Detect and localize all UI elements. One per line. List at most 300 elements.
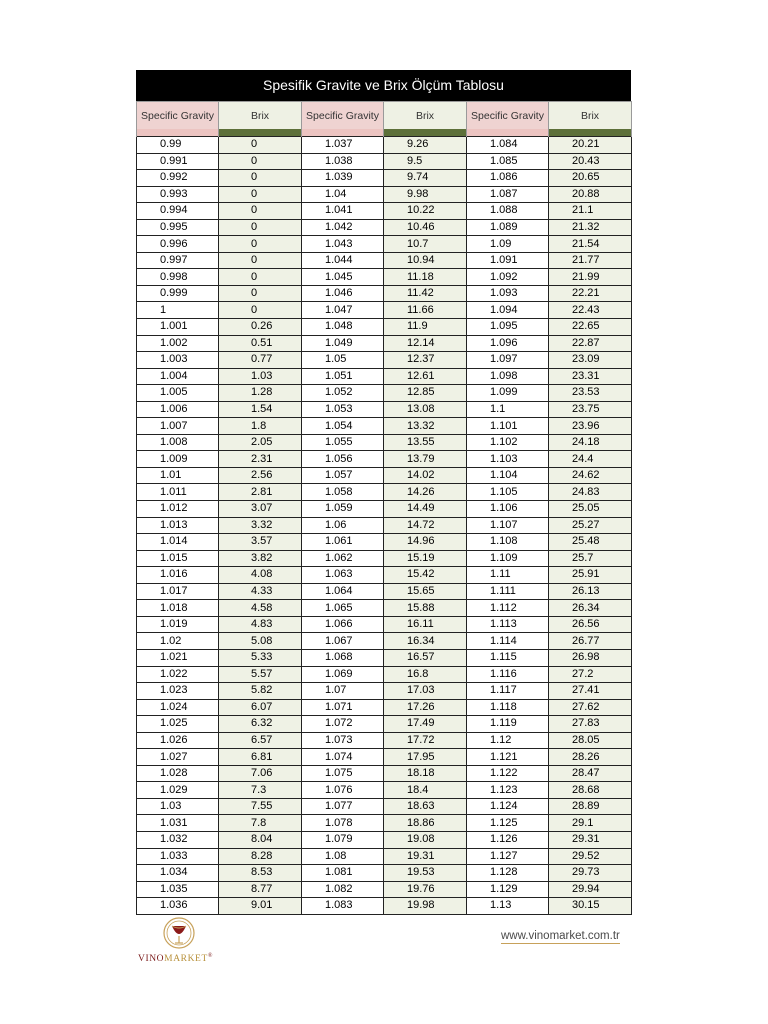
brix-cell: 9.5 — [384, 153, 467, 170]
brix-cell: 29.73 — [549, 865, 632, 882]
table-row — [137, 153, 632, 170]
brix-cell: 17.49 — [384, 716, 467, 733]
specific-gravity-cell: 0.998 — [137, 269, 219, 286]
specific-gravity-cell: 1.026 — [137, 732, 219, 749]
brix-cell: 28.05 — [549, 732, 632, 749]
vinomarket-logo — [136, 916, 226, 966]
brix-cell: 0.51 — [219, 335, 302, 352]
brix-cell: 7.3 — [219, 782, 302, 799]
brix-cell: 10.94 — [384, 252, 467, 269]
specific-gravity-cell: 1.058 — [302, 484, 384, 501]
specific-gravity-cell: 0.999 — [137, 285, 219, 302]
brix-cell: 6.32 — [219, 716, 302, 733]
brix-cell: 9.26 — [384, 137, 467, 154]
brix-cell: 27.41 — [549, 683, 632, 700]
brix-cell: 11.42 — [384, 285, 467, 302]
table-row — [137, 186, 632, 203]
specific-gravity-cell: 1.088 — [467, 203, 549, 220]
brix-cell: 21.54 — [549, 236, 632, 253]
table-row — [137, 683, 632, 700]
brix-cell: 18.18 — [384, 765, 467, 782]
table-row — [137, 534, 632, 551]
specific-gravity-cell: 1.113 — [467, 616, 549, 633]
table-row — [137, 898, 632, 915]
brix-cell: 20.21 — [549, 137, 632, 154]
specific-gravity-cell: 1.05 — [302, 352, 384, 369]
specific-gravity-cell: 1.08 — [302, 848, 384, 865]
specific-gravity-cell: 1.017 — [137, 583, 219, 600]
specific-gravity-cell: 1.049 — [302, 335, 384, 352]
brix-strip — [549, 129, 632, 137]
specific-gravity-cell: 1.051 — [302, 368, 384, 385]
table-row — [137, 749, 632, 766]
brix-cell: 16.11 — [384, 616, 467, 633]
brix-cell: 26.77 — [549, 633, 632, 650]
brix-cell: 5.08 — [219, 633, 302, 650]
brix-cell: 15.88 — [384, 600, 467, 617]
table-row — [137, 831, 632, 848]
table-row — [137, 170, 632, 187]
table-row — [137, 815, 632, 832]
brix-cell: 28.68 — [549, 782, 632, 799]
table-row — [137, 319, 632, 336]
brix-cell: 2.56 — [219, 467, 302, 484]
brix-cell: 21.99 — [549, 269, 632, 286]
specific-gravity-cell: 1.104 — [467, 467, 549, 484]
brix-cell: 17.03 — [384, 683, 467, 700]
table-row — [137, 269, 632, 286]
specific-gravity-cell: 1.062 — [302, 550, 384, 567]
gravity-brix-table — [136, 101, 632, 915]
specific-gravity-cell: 1.092 — [467, 269, 549, 286]
brix-cell: 25.27 — [549, 517, 632, 534]
specific-gravity-cell: 1.022 — [137, 666, 219, 683]
table-row — [137, 567, 632, 584]
specific-gravity-cell: 0.991 — [137, 153, 219, 170]
specific-gravity-cell: 1.115 — [467, 649, 549, 666]
brix-cell: 26.56 — [549, 616, 632, 633]
specific-gravity-cell: 1.029 — [137, 782, 219, 799]
brix-cell: 7.55 — [219, 798, 302, 815]
specific-gravity-cell: 1.101 — [467, 418, 549, 435]
table-row — [137, 798, 632, 815]
table-body — [137, 137, 632, 915]
specific-gravity-cell: 1.12 — [467, 732, 549, 749]
specific-gravity-cell: 1.019 — [137, 616, 219, 633]
specific-gravity-cell: 1.112 — [467, 600, 549, 617]
brix-cell: 25.05 — [549, 501, 632, 518]
brix-cell: 28.47 — [549, 765, 632, 782]
header-brix-2: Brix — [384, 102, 467, 130]
table-row — [137, 865, 632, 882]
brix-cell: 13.79 — [384, 451, 467, 468]
table-row — [137, 517, 632, 534]
brix-cell: 22.43 — [549, 302, 632, 319]
specific-gravity-cell: 1.003 — [137, 352, 219, 369]
specific-gravity-cell: 1.005 — [137, 385, 219, 402]
brix-cell: 14.49 — [384, 501, 467, 518]
table-row — [137, 385, 632, 402]
specific-gravity-cell: 1.11 — [467, 567, 549, 584]
wine-glass-icon — [162, 916, 196, 955]
brix-cell: 29.1 — [549, 815, 632, 832]
specific-gravity-cell: 1.129 — [467, 881, 549, 898]
specific-gravity-cell: 1.006 — [137, 401, 219, 418]
specific-gravity-cell: 1.075 — [302, 765, 384, 782]
header-row — [137, 102, 632, 130]
specific-gravity-cell: 1.079 — [302, 831, 384, 848]
specific-gravity-cell: 1.117 — [467, 683, 549, 700]
specific-gravity-cell: 1.114 — [467, 633, 549, 650]
specific-gravity-cell: 1.046 — [302, 285, 384, 302]
logo-wordmark: VINOMARKET® — [138, 953, 214, 965]
brix-cell: 15.42 — [384, 567, 467, 584]
brix-cell: 9.74 — [384, 170, 467, 187]
brix-cell: 2.81 — [219, 484, 302, 501]
table-row — [137, 633, 632, 650]
brix-cell: 11.18 — [384, 269, 467, 286]
brix-cell: 22.87 — [549, 335, 632, 352]
specific-gravity-cell: 1.004 — [137, 368, 219, 385]
specific-gravity-cell: 1.054 — [302, 418, 384, 435]
specific-gravity-cell: 1.122 — [467, 765, 549, 782]
brix-cell: 16.8 — [384, 666, 467, 683]
specific-gravity-cell: 1.035 — [137, 881, 219, 898]
brix-cell: 6.07 — [219, 699, 302, 716]
specific-gravity-cell: 1.014 — [137, 534, 219, 551]
brix-cell: 18.4 — [384, 782, 467, 799]
brix-cell: 29.94 — [549, 881, 632, 898]
header-brix-3: Brix — [549, 102, 632, 130]
brix-cell: 3.57 — [219, 534, 302, 551]
specific-gravity-cell: 1.126 — [467, 831, 549, 848]
specific-gravity-cell: 0.992 — [137, 170, 219, 187]
brix-cell: 22.65 — [549, 319, 632, 336]
table-row — [137, 699, 632, 716]
specific-gravity-cell: 1.102 — [467, 434, 549, 451]
brix-cell: 16.57 — [384, 649, 467, 666]
specific-gravity-cell: 1.045 — [302, 269, 384, 286]
table-row — [137, 501, 632, 518]
brix-cell: 20.88 — [549, 186, 632, 203]
brix-cell: 13.55 — [384, 434, 467, 451]
specific-gravity-cell: 1.059 — [302, 501, 384, 518]
brix-cell: 23.31 — [549, 368, 632, 385]
specific-gravity-cell: 1.007 — [137, 418, 219, 435]
brix-cell: 15.65 — [384, 583, 467, 600]
brix-cell: 14.26 — [384, 484, 467, 501]
table-row — [137, 285, 632, 302]
brix-cell: 17.95 — [384, 749, 467, 766]
specific-gravity-cell: 1.044 — [302, 252, 384, 269]
specific-gravity-cell: 1.1 — [467, 401, 549, 418]
brix-cell: 0 — [219, 302, 302, 319]
table-row — [137, 137, 632, 154]
specific-gravity-cell: 1.057 — [302, 467, 384, 484]
specific-gravity-cell: 1.118 — [467, 699, 549, 716]
specific-gravity-cell: 1.009 — [137, 451, 219, 468]
brix-cell: 14.02 — [384, 467, 467, 484]
brix-cell: 0 — [219, 236, 302, 253]
specific-gravity-cell: 1.124 — [467, 798, 549, 815]
sg-strip — [137, 129, 219, 137]
brix-cell: 12.85 — [384, 385, 467, 402]
specific-gravity-cell: 1.052 — [302, 385, 384, 402]
specific-gravity-cell: 1.108 — [467, 534, 549, 551]
brix-cell: 26.98 — [549, 649, 632, 666]
brix-cell: 10.46 — [384, 219, 467, 236]
brix-cell: 0 — [219, 153, 302, 170]
brix-cell: 0 — [219, 186, 302, 203]
specific-gravity-cell: 1.094 — [467, 302, 549, 319]
table-row — [137, 716, 632, 733]
table-row — [137, 203, 632, 220]
brix-cell: 5.57 — [219, 666, 302, 683]
brix-cell: 27.2 — [549, 666, 632, 683]
brix-cell: 29.52 — [549, 848, 632, 865]
brix-cell: 1.54 — [219, 401, 302, 418]
specific-gravity-cell: 1.077 — [302, 798, 384, 815]
specific-gravity-cell: 1.056 — [302, 451, 384, 468]
brix-cell: 19.53 — [384, 865, 467, 882]
brix-cell: 3.07 — [219, 501, 302, 518]
table-row — [137, 583, 632, 600]
brix-cell: 21.32 — [549, 219, 632, 236]
brix-cell: 23.96 — [549, 418, 632, 435]
specific-gravity-cell: 1.064 — [302, 583, 384, 600]
table-row — [137, 219, 632, 236]
table-row — [137, 600, 632, 617]
specific-gravity-cell: 0.994 — [137, 203, 219, 220]
specific-gravity-cell: 1.13 — [467, 898, 549, 915]
specific-gravity-cell: 1.073 — [302, 732, 384, 749]
specific-gravity-cell: 1.121 — [467, 749, 549, 766]
brix-cell: 12.14 — [384, 335, 467, 352]
table-row — [137, 434, 632, 451]
specific-gravity-cell: 1.105 — [467, 484, 549, 501]
table-row — [137, 368, 632, 385]
specific-gravity-cell: 1.111 — [467, 583, 549, 600]
brix-cell: 30.15 — [549, 898, 632, 915]
brix-cell: 3.82 — [219, 550, 302, 567]
specific-gravity-cell: 1.016 — [137, 567, 219, 584]
brix-cell: 14.72 — [384, 517, 467, 534]
brix-cell: 19.08 — [384, 831, 467, 848]
brix-cell: 27.62 — [549, 699, 632, 716]
brix-cell: 27.83 — [549, 716, 632, 733]
specific-gravity-cell: 1.008 — [137, 434, 219, 451]
brix-cell: 20.43 — [549, 153, 632, 170]
brix-cell: 9.98 — [384, 186, 467, 203]
sg-strip — [302, 129, 384, 137]
specific-gravity-cell: 1.041 — [302, 203, 384, 220]
table-row — [137, 335, 632, 352]
specific-gravity-cell: 1.071 — [302, 699, 384, 716]
brix-cell: 13.32 — [384, 418, 467, 435]
brix-cell: 18.63 — [384, 798, 467, 815]
specific-gravity-cell: 1.076 — [302, 782, 384, 799]
specific-gravity-cell: 1.027 — [137, 749, 219, 766]
specific-gravity-cell: 1.098 — [467, 368, 549, 385]
header-specific-gravity-3: Specific Gravity — [467, 102, 549, 130]
brix-cell: 3.32 — [219, 517, 302, 534]
brix-cell: 24.4 — [549, 451, 632, 468]
specific-gravity-cell: 1.024 — [137, 699, 219, 716]
specific-gravity-cell: 1.013 — [137, 517, 219, 534]
table-row — [137, 649, 632, 666]
brix-cell: 4.08 — [219, 567, 302, 584]
brix-cell: 7.8 — [219, 815, 302, 832]
brix-cell: 0.26 — [219, 319, 302, 336]
specific-gravity-cell: 1.125 — [467, 815, 549, 832]
brix-cell: 12.37 — [384, 352, 467, 369]
table-row — [137, 550, 632, 567]
brix-cell: 0 — [219, 219, 302, 236]
specific-gravity-cell: 1.065 — [302, 600, 384, 617]
brix-cell: 1.8 — [219, 418, 302, 435]
brix-cell: 14.96 — [384, 534, 467, 551]
specific-gravity-cell: 0.995 — [137, 219, 219, 236]
table-row — [137, 484, 632, 501]
specific-gravity-cell: 1.096 — [467, 335, 549, 352]
specific-gravity-cell: 1.028 — [137, 765, 219, 782]
brix-cell: 0 — [219, 203, 302, 220]
brix-cell: 21.1 — [549, 203, 632, 220]
brix-cell: 23.75 — [549, 401, 632, 418]
specific-gravity-cell: 1.072 — [302, 716, 384, 733]
sg-strip — [467, 129, 549, 137]
brix-cell: 21.77 — [549, 252, 632, 269]
brix-cell: 4.33 — [219, 583, 302, 600]
specific-gravity-cell: 1.078 — [302, 815, 384, 832]
brix-cell: 26.34 — [549, 600, 632, 617]
table-row — [137, 848, 632, 865]
brix-cell: 10.7 — [384, 236, 467, 253]
specific-gravity-cell: 1.01 — [137, 467, 219, 484]
specific-gravity-cell: 1.128 — [467, 865, 549, 882]
brix-cell: 28.89 — [549, 798, 632, 815]
specific-gravity-cell: 1 — [137, 302, 219, 319]
table-row — [137, 782, 632, 799]
table-title: Spesifik Gravite ve Brix Ölçüm Tablosu — [136, 70, 631, 101]
brix-cell: 5.33 — [219, 649, 302, 666]
specific-gravity-cell: 1.097 — [467, 352, 549, 369]
specific-gravity-cell: 1.001 — [137, 319, 219, 336]
brix-strip — [384, 129, 467, 137]
brix-cell: 0 — [219, 269, 302, 286]
brix-cell: 18.86 — [384, 815, 467, 832]
brix-cell: 16.34 — [384, 633, 467, 650]
brix-cell: 8.28 — [219, 848, 302, 865]
specific-gravity-cell: 1.048 — [302, 319, 384, 336]
specific-gravity-cell: 1.089 — [467, 219, 549, 236]
specific-gravity-cell: 0.993 — [137, 186, 219, 203]
header-specific-gravity-2: Specific Gravity — [302, 102, 384, 130]
specific-gravity-cell: 1.02 — [137, 633, 219, 650]
specific-gravity-cell: 0.99 — [137, 137, 219, 154]
specific-gravity-cell: 1.107 — [467, 517, 549, 534]
specific-gravity-cell: 1.082 — [302, 881, 384, 898]
brix-cell: 19.98 — [384, 898, 467, 915]
brix-cell: 12.61 — [384, 368, 467, 385]
brix-cell: 13.08 — [384, 401, 467, 418]
brix-strip — [219, 129, 302, 137]
table-row — [137, 418, 632, 435]
table-row — [137, 451, 632, 468]
table-row — [137, 401, 632, 418]
brix-cell: 17.72 — [384, 732, 467, 749]
brix-cell: 10.22 — [384, 203, 467, 220]
specific-gravity-cell: 1.123 — [467, 782, 549, 799]
table-row — [137, 765, 632, 782]
specific-gravity-cell: 1.068 — [302, 649, 384, 666]
table-row — [137, 467, 632, 484]
specific-gravity-cell: 1.063 — [302, 567, 384, 584]
brix-cell: 29.31 — [549, 831, 632, 848]
brix-cell: 24.62 — [549, 467, 632, 484]
specific-gravity-cell: 1.106 — [467, 501, 549, 518]
brix-cell: 6.81 — [219, 749, 302, 766]
brix-cell: 1.28 — [219, 385, 302, 402]
table-row — [137, 252, 632, 269]
specific-gravity-cell: 1.015 — [137, 550, 219, 567]
brix-cell: 5.82 — [219, 683, 302, 700]
specific-gravity-cell: 1.09 — [467, 236, 549, 253]
specific-gravity-cell: 1.023 — [137, 683, 219, 700]
brix-cell: 11.66 — [384, 302, 467, 319]
brix-cell: 25.7 — [549, 550, 632, 567]
brix-cell: 23.53 — [549, 385, 632, 402]
specific-gravity-cell: 1.042 — [302, 219, 384, 236]
specific-gravity-cell: 1.033 — [137, 848, 219, 865]
header-brix-1: Brix — [219, 102, 302, 130]
specific-gravity-cell: 1.07 — [302, 683, 384, 700]
brix-cell: 6.57 — [219, 732, 302, 749]
specific-gravity-cell: 1.081 — [302, 865, 384, 882]
brix-cell: 1.03 — [219, 368, 302, 385]
specific-gravity-cell: 1.116 — [467, 666, 549, 683]
brix-cell: 0.77 — [219, 352, 302, 369]
brix-cell: 4.58 — [219, 600, 302, 617]
table-row — [137, 666, 632, 683]
specific-gravity-cell: 1.069 — [302, 666, 384, 683]
specific-gravity-cell: 1.091 — [467, 252, 549, 269]
specific-gravity-cell: 1.119 — [467, 716, 549, 733]
specific-gravity-cell: 1.037 — [302, 137, 384, 154]
specific-gravity-cell: 1.03 — [137, 798, 219, 815]
brix-cell: 19.31 — [384, 848, 467, 865]
brix-cell: 24.83 — [549, 484, 632, 501]
website-link[interactable]: www.vinomarket.com.tr — [501, 930, 620, 942]
brix-cell: 17.26 — [384, 699, 467, 716]
specific-gravity-cell: 1.043 — [302, 236, 384, 253]
specific-gravity-cell: 0.996 — [137, 236, 219, 253]
brix-cell: 24.18 — [549, 434, 632, 451]
header-color-strip — [137, 129, 632, 137]
specific-gravity-cell: 1.067 — [302, 633, 384, 650]
specific-gravity-cell: 1.086 — [467, 170, 549, 187]
specific-gravity-cell: 0.997 — [137, 252, 219, 269]
brix-cell: 25.48 — [549, 534, 632, 551]
specific-gravity-cell: 1.061 — [302, 534, 384, 551]
specific-gravity-cell: 1.021 — [137, 649, 219, 666]
specific-gravity-cell: 1.011 — [137, 484, 219, 501]
table-row — [137, 732, 632, 749]
specific-gravity-cell: 1.002 — [137, 335, 219, 352]
brix-cell: 0 — [219, 252, 302, 269]
brix-cell: 19.76 — [384, 881, 467, 898]
table-row — [137, 236, 632, 253]
